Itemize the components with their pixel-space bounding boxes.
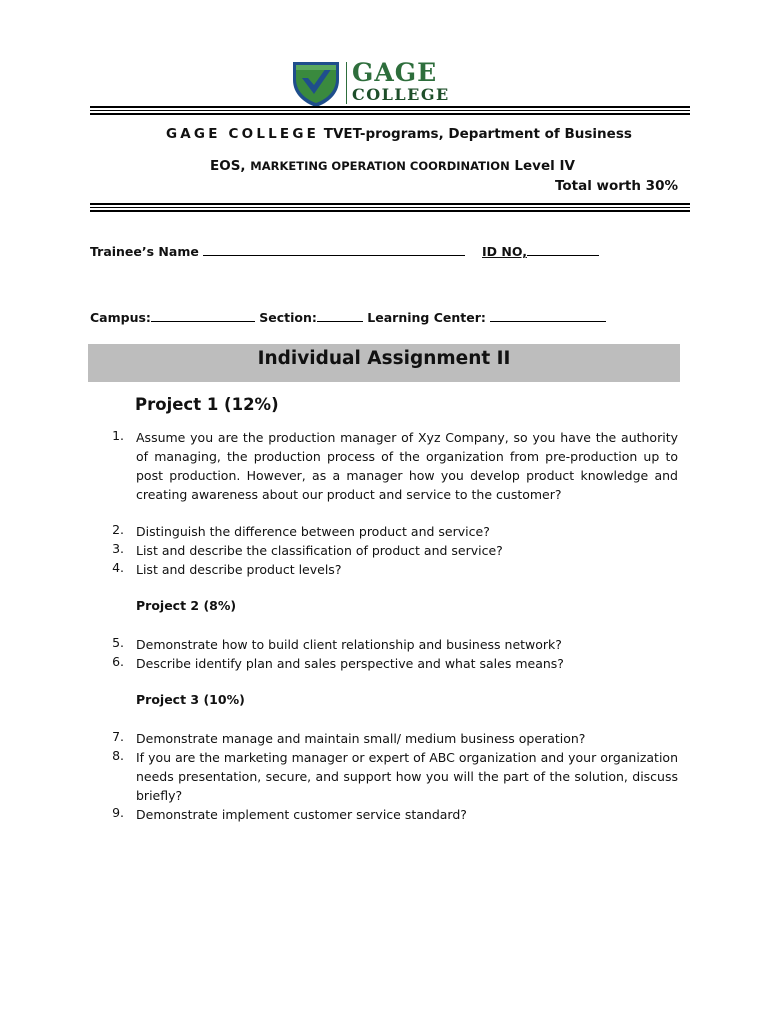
question-text: Demonstrate how to build client relationship and business network? <box>136 637 562 652</box>
id-no-label: ID NO, <box>482 244 527 259</box>
question-text: Demonstrate manage and maintain small/ medium business operation? <box>136 731 586 746</box>
course-level: Level IV <box>514 158 575 174</box>
eos-prefix: EOS, <box>210 158 246 174</box>
question-text: Distinguish the difference between product and service? <box>136 524 490 539</box>
program-name: TVET-programs, Department of Business <box>323 126 632 142</box>
header-divider <box>90 203 690 214</box>
section-label: Section: <box>259 310 317 325</box>
question-number: 8. <box>112 748 124 763</box>
project-2-title: Project 2 (8%) <box>136 598 237 613</box>
logo-brand-line1: GAGE <box>352 58 438 87</box>
question-number: 3. <box>112 541 124 556</box>
trainee-name-blank[interactable] <box>203 243 465 256</box>
total-worth: Total worth 30% <box>554 178 678 194</box>
project-1-title: Project 1 (12%) <box>135 395 279 414</box>
id-no-blank[interactable] <box>527 243 599 256</box>
header-line-2 <box>210 158 575 174</box>
learning-center-label: Learning Center: <box>367 310 486 325</box>
question-text: Describe identify plan and sales perspective and what sales means? <box>136 656 564 671</box>
logo-wordmark <box>352 60 450 104</box>
course-name: MARKETING OPERATION COORDINATION <box>250 159 510 173</box>
id-no-field <box>482 243 599 259</box>
logo-brand-line2: COLLEGE <box>352 85 450 104</box>
campus-blank[interactable] <box>151 309 255 322</box>
campus-label: Campus: <box>90 310 151 325</box>
question-number: 7. <box>112 729 124 744</box>
question-text: List and describe the classification of product and service? <box>136 543 503 558</box>
college-name: GAGE COLLEGE <box>166 126 320 142</box>
question-number: 4. <box>112 560 124 575</box>
question-text: Assume you are the production manager of Xyz Company, so you have the authority of managing, the production process of the organization from pre-production up to post production. However, as a manager how you develop product knowledge and creating awareness about our product and service to the customer? <box>136 430 678 502</box>
assignment-banner <box>88 344 680 382</box>
question-number: 6. <box>112 654 124 669</box>
learning-center-blank[interactable] <box>490 309 606 322</box>
header-line-1 <box>166 126 632 142</box>
project-3-title: Project 3 (10%) <box>136 692 245 707</box>
assignment-title: Individual Assignment II <box>257 348 511 369</box>
question-text: List and describe product levels? <box>136 562 342 577</box>
location-fields <box>90 309 606 325</box>
question-number: 1. <box>112 428 124 443</box>
shield-check-icon <box>290 58 342 108</box>
trainee-name-field <box>90 243 465 259</box>
section-blank[interactable] <box>317 309 363 322</box>
question-number: 5. <box>112 635 124 650</box>
question-number: 9. <box>112 805 124 820</box>
question-number: 2. <box>112 522 124 537</box>
top-divider <box>90 106 690 117</box>
question-text: If you are the marketing manager or expert of ABC organization and your organization needs presentation, secure, and support how you will the part of the solution, discuss briefly? <box>136 750 678 803</box>
question-text: Demonstrate implement customer service standard? <box>136 807 467 822</box>
logo-divider <box>346 62 347 104</box>
trainee-name-label: Trainee’s Name <box>90 244 199 259</box>
